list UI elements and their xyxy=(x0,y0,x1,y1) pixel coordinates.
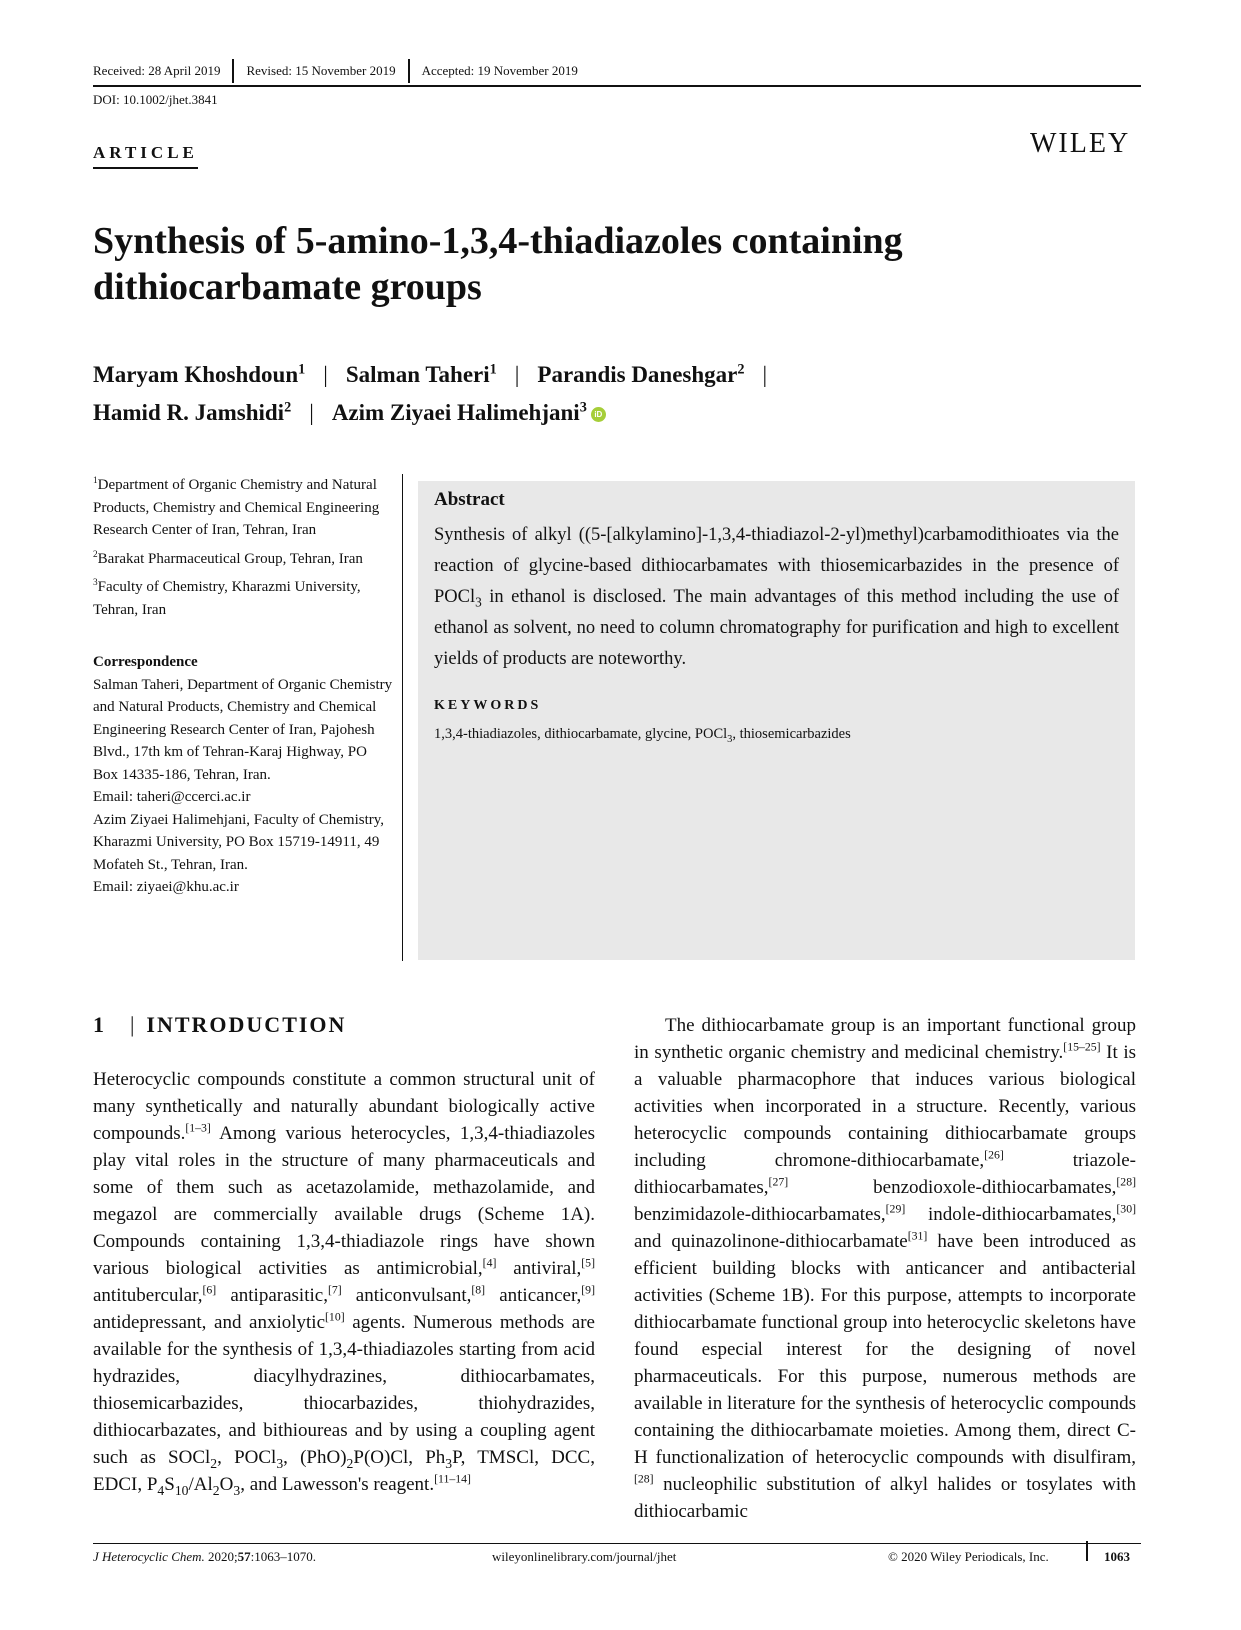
correspondence-email[interactable]: Email: ziyaei@khu.ac.ir xyxy=(93,879,239,895)
citation-link[interactable]: [31] xyxy=(907,1229,928,1243)
intro-paragraph-right: The dithiocarbamate group is an important functional group in synthetic organic chemistry and medicinal chemistry.[15–25] It is a valuable pharmacophore that induces various biological activities when incorporated in a structure. Recently, various heterocyclic compounds containing dithiocarbamate groups including chromone-dithiocarbamate,[26] triazole-dithiocarbamates,[27] benzodioxole-dithiocarbamates,[28] benzimidazole-dithiocarbamates,[29] indole-dithiocarbamates,[30] and quinazolinone-dithiocarbamate[31] have been introduced as efficient building blocks with anticancer and antibacterial activities (Scheme 1B). For this purpose, attempts to incorporate dithiocarbamate functional group into heterocyclic skeletons have found especial interest for the designing of novel pharmaceuticals. For this purpose, numerous methods are available in literature for the synthesis of heterocyclic compounds containing the dithiocarbamate moieties. Among them, direct C-H functionalization of heterocyclic compounds with disulfiram,[28] nucleophilic substitution of alkyl halides or tosylates with dithiocarbamic xyxy=(634,1015,1137,1522)
correspondence-address: Azim Ziyaei Halimehjani, Faculty of Chemistry, Kharazmi University, PO Box 15719-14911, 49 Mofateh St., Tehran, Iran. xyxy=(93,811,385,873)
citation-link[interactable]: [30] xyxy=(1116,1202,1136,1216)
correspondence-email[interactable]: Email: taheri@ccerci.ac.ir xyxy=(93,789,251,805)
revised-date: Revised: 15 November 2019 xyxy=(232,59,407,83)
citation-link[interactable]: [5] xyxy=(581,1256,595,1270)
author-separator: | xyxy=(762,362,768,387)
section-title: INTRODUCTION xyxy=(146,1012,347,1037)
footer-citation: J Heterocyclic Chem. 2020;57:1063–1070. xyxy=(93,1549,317,1564)
citation-link[interactable]: [26] xyxy=(984,1148,1004,1162)
citation-link[interactable]: [28] xyxy=(634,1472,654,1486)
section-separator: | xyxy=(130,1012,135,1037)
abstract-heading: Abstract xyxy=(434,489,505,510)
footer-copyright: © 2020 Wiley Periodicals, Inc. xyxy=(888,1549,1049,1564)
header-rule xyxy=(93,85,1141,87)
citation-link[interactable]: [4] xyxy=(482,1256,497,1270)
citation-link[interactable]: [6] xyxy=(202,1283,217,1297)
article-type-label: ARTICLE xyxy=(93,143,198,169)
accepted-date: Accepted: 19 November 2019 xyxy=(408,59,590,83)
footer-divider xyxy=(1086,1541,1088,1561)
affiliation: $^1$Department of Organic Chemistry and Natural Products, Chemistry and Chemical Engineering Research Center of Iran, Tehran, Iran xyxy=(93,476,380,538)
page-number: 1063 xyxy=(1104,1549,1130,1564)
affiliation: $^3$Faculty of Chemistry, Kharazmi University, Tehran, Iran xyxy=(93,578,361,618)
section-heading-introduction xyxy=(93,1012,346,1038)
section-number: 1 xyxy=(93,1012,106,1037)
received-date: Received: 28 April 2019 xyxy=(93,63,221,78)
abstract-text: Synthesis of alkyl ((5-[alkylamino]-1,3,4-thiadiazol-2-yl)methyl)carbamodithioates via the reaction of glycine-based dithiocarbamates with thiosemicarbazides in the presence of POCl$_3$ in ethanol is disclosed. The main advantages of this method including the use of ethanol as solvent, no need to column chromatography for purification and high to excellent yields of products are noteworthy. xyxy=(434,525,1119,669)
author-name: Parandis Daneshgar$^2$ xyxy=(537,361,745,387)
affiliation-column xyxy=(93,474,393,899)
orcid-icon[interactable]: iD xyxy=(591,407,606,422)
citation-link[interactable]: [27] xyxy=(768,1175,789,1189)
citation-link[interactable]: [1–3] xyxy=(185,1121,211,1135)
correspondence-address: Salman Taheri, Department of Organic Chemistry and Natural Products, Chemistry and Chemical Engineering Research Center of Iran, Pajohesh Blvd., 17th km of Tehran-Karaj Highway, PO Box 14335-186, Tehran, Iran. xyxy=(93,676,393,783)
author-separator: | xyxy=(514,362,520,387)
citation-link[interactable]: [8] xyxy=(471,1283,486,1297)
article-title: Synthesis of 5-amino-1,3,4-thiadiazoles containing dithiocarbamate groups xyxy=(93,220,903,308)
author-name: Maryam Khoshdoun$^1$ xyxy=(93,361,306,387)
keywords-heading: KEYWORDS xyxy=(434,698,542,713)
intro-paragraph-left: Heterocyclic compounds constitute a common structural unit of many synthetically and naturally abundant biologically active compounds.[1–3] Among various heterocycles, 1,3,4-thiadiazoles play vital roles in the structure of many pharmaceuticals and some of them such as acetazolamide, methazolamide, and megazol are commercially available drugs (Scheme 1A). Compounds containing 1,3,4-thiadiazole rings have shown various biological activities as antimicrobial,[4] antiviral,[5] antitubercular,[6] antiparasitic,[7] anticonvulsant,[8] anticancer,[9] antidepressant, and anxiolytic[10] agents. Numerous methods are available for the synthesis of 1,3,4-thiadiazoles starting from acid hydrazides, diacylhydrazines, dithiocarbamates, thiosemicarbazides, thiocarbazides, thiohydrazides, dithiocarbazates, and bithioureas and by using a coupling agent such as SOCl$_2$, POCl$_3$, $(PhO)_2P(O)Cl$, $Ph_3P$, TMSCl, DCC, EDCI, $P_4S_{10}/Al_2O_3$, and Lawesson's reagent.[11–14] xyxy=(93,1069,595,1498)
doi[interactable]: DOI: 10.1002/jhet.3841 xyxy=(93,92,218,107)
citation-link[interactable]: [9] xyxy=(581,1283,595,1297)
citation-link[interactable]: [11–14] xyxy=(434,1472,471,1486)
citation-link[interactable]: [7] xyxy=(327,1283,342,1297)
footer-rule xyxy=(93,1543,1141,1544)
author-name: Azim Ziyaei Halimehjani$^3$ xyxy=(331,399,587,425)
footer-url[interactable]: wileyonlinelibrary.com/journal/jhet xyxy=(492,1549,677,1564)
citation-link[interactable]: [10] xyxy=(325,1310,345,1324)
correspondence-heading: Correspondence xyxy=(93,654,198,670)
publisher-logo: WILEY xyxy=(1030,128,1131,159)
author-separator: | xyxy=(323,362,328,387)
citation-link[interactable]: [15–25] xyxy=(1063,1040,1101,1054)
author-name: Hamid R. Jamshidi$^2$ xyxy=(93,399,292,425)
author-name: Salman Taheri$^1$ xyxy=(345,361,497,387)
abstract-box xyxy=(418,481,1135,960)
keywords-list: 1,3,4-thiadiazoles, dithiocarbamate, glycine, POCl$_3$, thiosemicarbazides xyxy=(434,726,851,745)
affiliation: $^2$Barakat Pharmaceutical Group, Tehran, Iran xyxy=(93,549,363,567)
column-divider xyxy=(402,474,403,961)
citation-link[interactable]: [28] xyxy=(1116,1175,1136,1189)
article-history xyxy=(93,59,1141,83)
author-separator: | xyxy=(309,400,314,425)
author-list xyxy=(93,356,1133,432)
citation-link[interactable]: [29] xyxy=(885,1202,906,1216)
